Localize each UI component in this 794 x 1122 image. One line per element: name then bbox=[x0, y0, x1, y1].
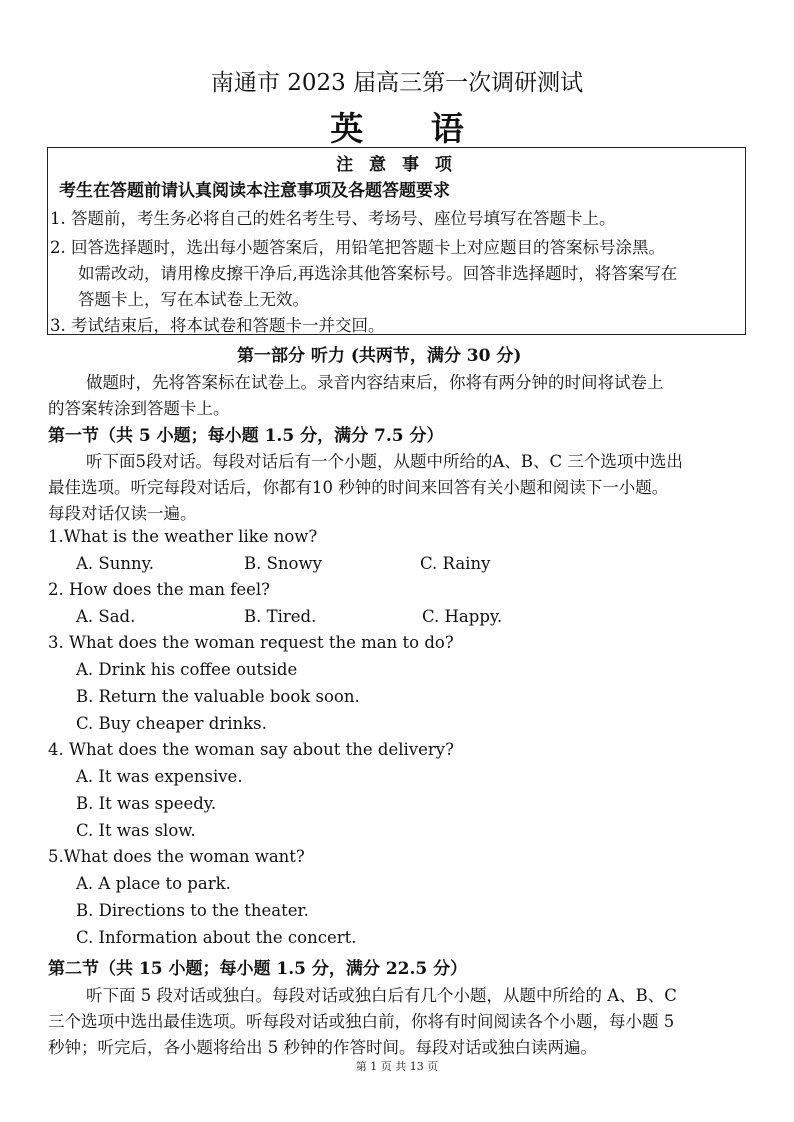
notice-item-2: 2. 回答选择题时，选出每小题答案后，用铅笔把答题卡上对应题目的答案标号涂黑。 bbox=[50, 238, 665, 257]
q5-option-a: A. A place to park. bbox=[76, 874, 231, 893]
page-footer: 第 1 页 共 13 页 bbox=[355, 1060, 439, 1073]
part1-heading: 第一部分 听力 (共两节，满分 30 分) bbox=[237, 346, 522, 366]
question-5: 5.What does the woman want? bbox=[48, 847, 305, 866]
notice-title: 注 意 事 项 bbox=[336, 155, 457, 175]
section1-intro-line3: 每段对话仅读一遍。 bbox=[48, 504, 197, 523]
q1-option-b: B. Snowy bbox=[244, 554, 322, 573]
q1-option-c: C. Rainy bbox=[420, 554, 491, 573]
notice-box bbox=[47, 147, 746, 335]
q2-option-c: C. Happy. bbox=[422, 607, 503, 626]
q2-option-b: B. Tired. bbox=[244, 607, 317, 626]
q5-option-b: B. Directions to the theater. bbox=[76, 901, 309, 920]
section2-heading: 第二节（共 15 小题；每小题 1.5 分，满分 22.5 分） bbox=[48, 959, 468, 979]
notice-item-1: 1. 答题前，考生务必将自己的姓名考生号、考场号、座位号填写在答题卡上。 bbox=[50, 209, 616, 228]
q4-option-a: A. It was expensive. bbox=[76, 767, 243, 786]
question-1: 1.What is the weather like now? bbox=[48, 527, 318, 546]
part1-intro-line1: 做题时，先将答案标在试卷上。录音内容结束后，你将有两分钟的时间将试卷上 bbox=[86, 373, 664, 392]
q1-option-a: A. Sunny. bbox=[76, 554, 154, 573]
question-2: 2. How does the man feel? bbox=[48, 580, 271, 599]
notice-item-2-cont-a: 如需改动，请用橡皮擦干净后,再选涂其他答案标号。回答非选择题时，将答案写在 bbox=[78, 264, 678, 283]
q2-option-a: A. Sad. bbox=[76, 607, 136, 626]
q5-option-c: C. Information about the concert. bbox=[76, 928, 357, 947]
q3-option-b: B. Return the valuable book soon. bbox=[76, 687, 360, 706]
section1-intro-line1: 听下面5段对话。每段对话后有一个小题，从题中所给的A、B、C 三个选项中选出 bbox=[86, 452, 683, 471]
section1-intro-line2: 最佳选项。听完每段对话后，你都有10 秒钟的时间来回答有关小题和阅读下一小题。 bbox=[48, 478, 669, 497]
part1-intro-line2: 的答案转涂到答题卡上。 bbox=[48, 399, 230, 418]
question-4: 4. What does the woman say about the delivery? bbox=[48, 740, 454, 759]
exam-title: 南通市 2023 届高三第一次调研测试 bbox=[210, 70, 584, 96]
section2-intro-line1: 听下面 5 段对话或独白。每段对话或独白后有几个小题，从题中所给的 A、B、C bbox=[86, 986, 677, 1005]
section2-intro-line2: 三个选项中选出最佳选项。听每段对话或独白前，你将有时间阅读各个小题，每小题 5 bbox=[48, 1012, 675, 1031]
q4-option-b: B. It was speedy. bbox=[76, 794, 217, 813]
q4-option-c: C. It was slow. bbox=[76, 821, 196, 840]
q3-option-a: A. Drink his coffee outside bbox=[76, 660, 298, 679]
question-3: 3. What does the woman request the man to do? bbox=[48, 633, 454, 652]
notice-subtitle: 考生在答题前请认真阅读本注意事项及各题答题要求 bbox=[59, 181, 450, 201]
subject-title: 英 语 bbox=[330, 109, 492, 148]
notice-item-2-cont-b: 答题卡上，写在本试卷上无效。 bbox=[78, 290, 309, 309]
notice-item-3: 3. 考试结束后，将本试卷和答题卡一并交回。 bbox=[50, 316, 385, 335]
section1-heading: 第一节（共 5 小题；每小题 1.5 分，满分 7.5 分） bbox=[48, 426, 444, 446]
section2-intro-line3: 秒钟；听完后，各小题将给出 5 秒钟的作答时间。每段对话或独白读两遍。 bbox=[48, 1038, 597, 1057]
q3-option-c: C. Buy cheaper drinks. bbox=[76, 714, 267, 733]
